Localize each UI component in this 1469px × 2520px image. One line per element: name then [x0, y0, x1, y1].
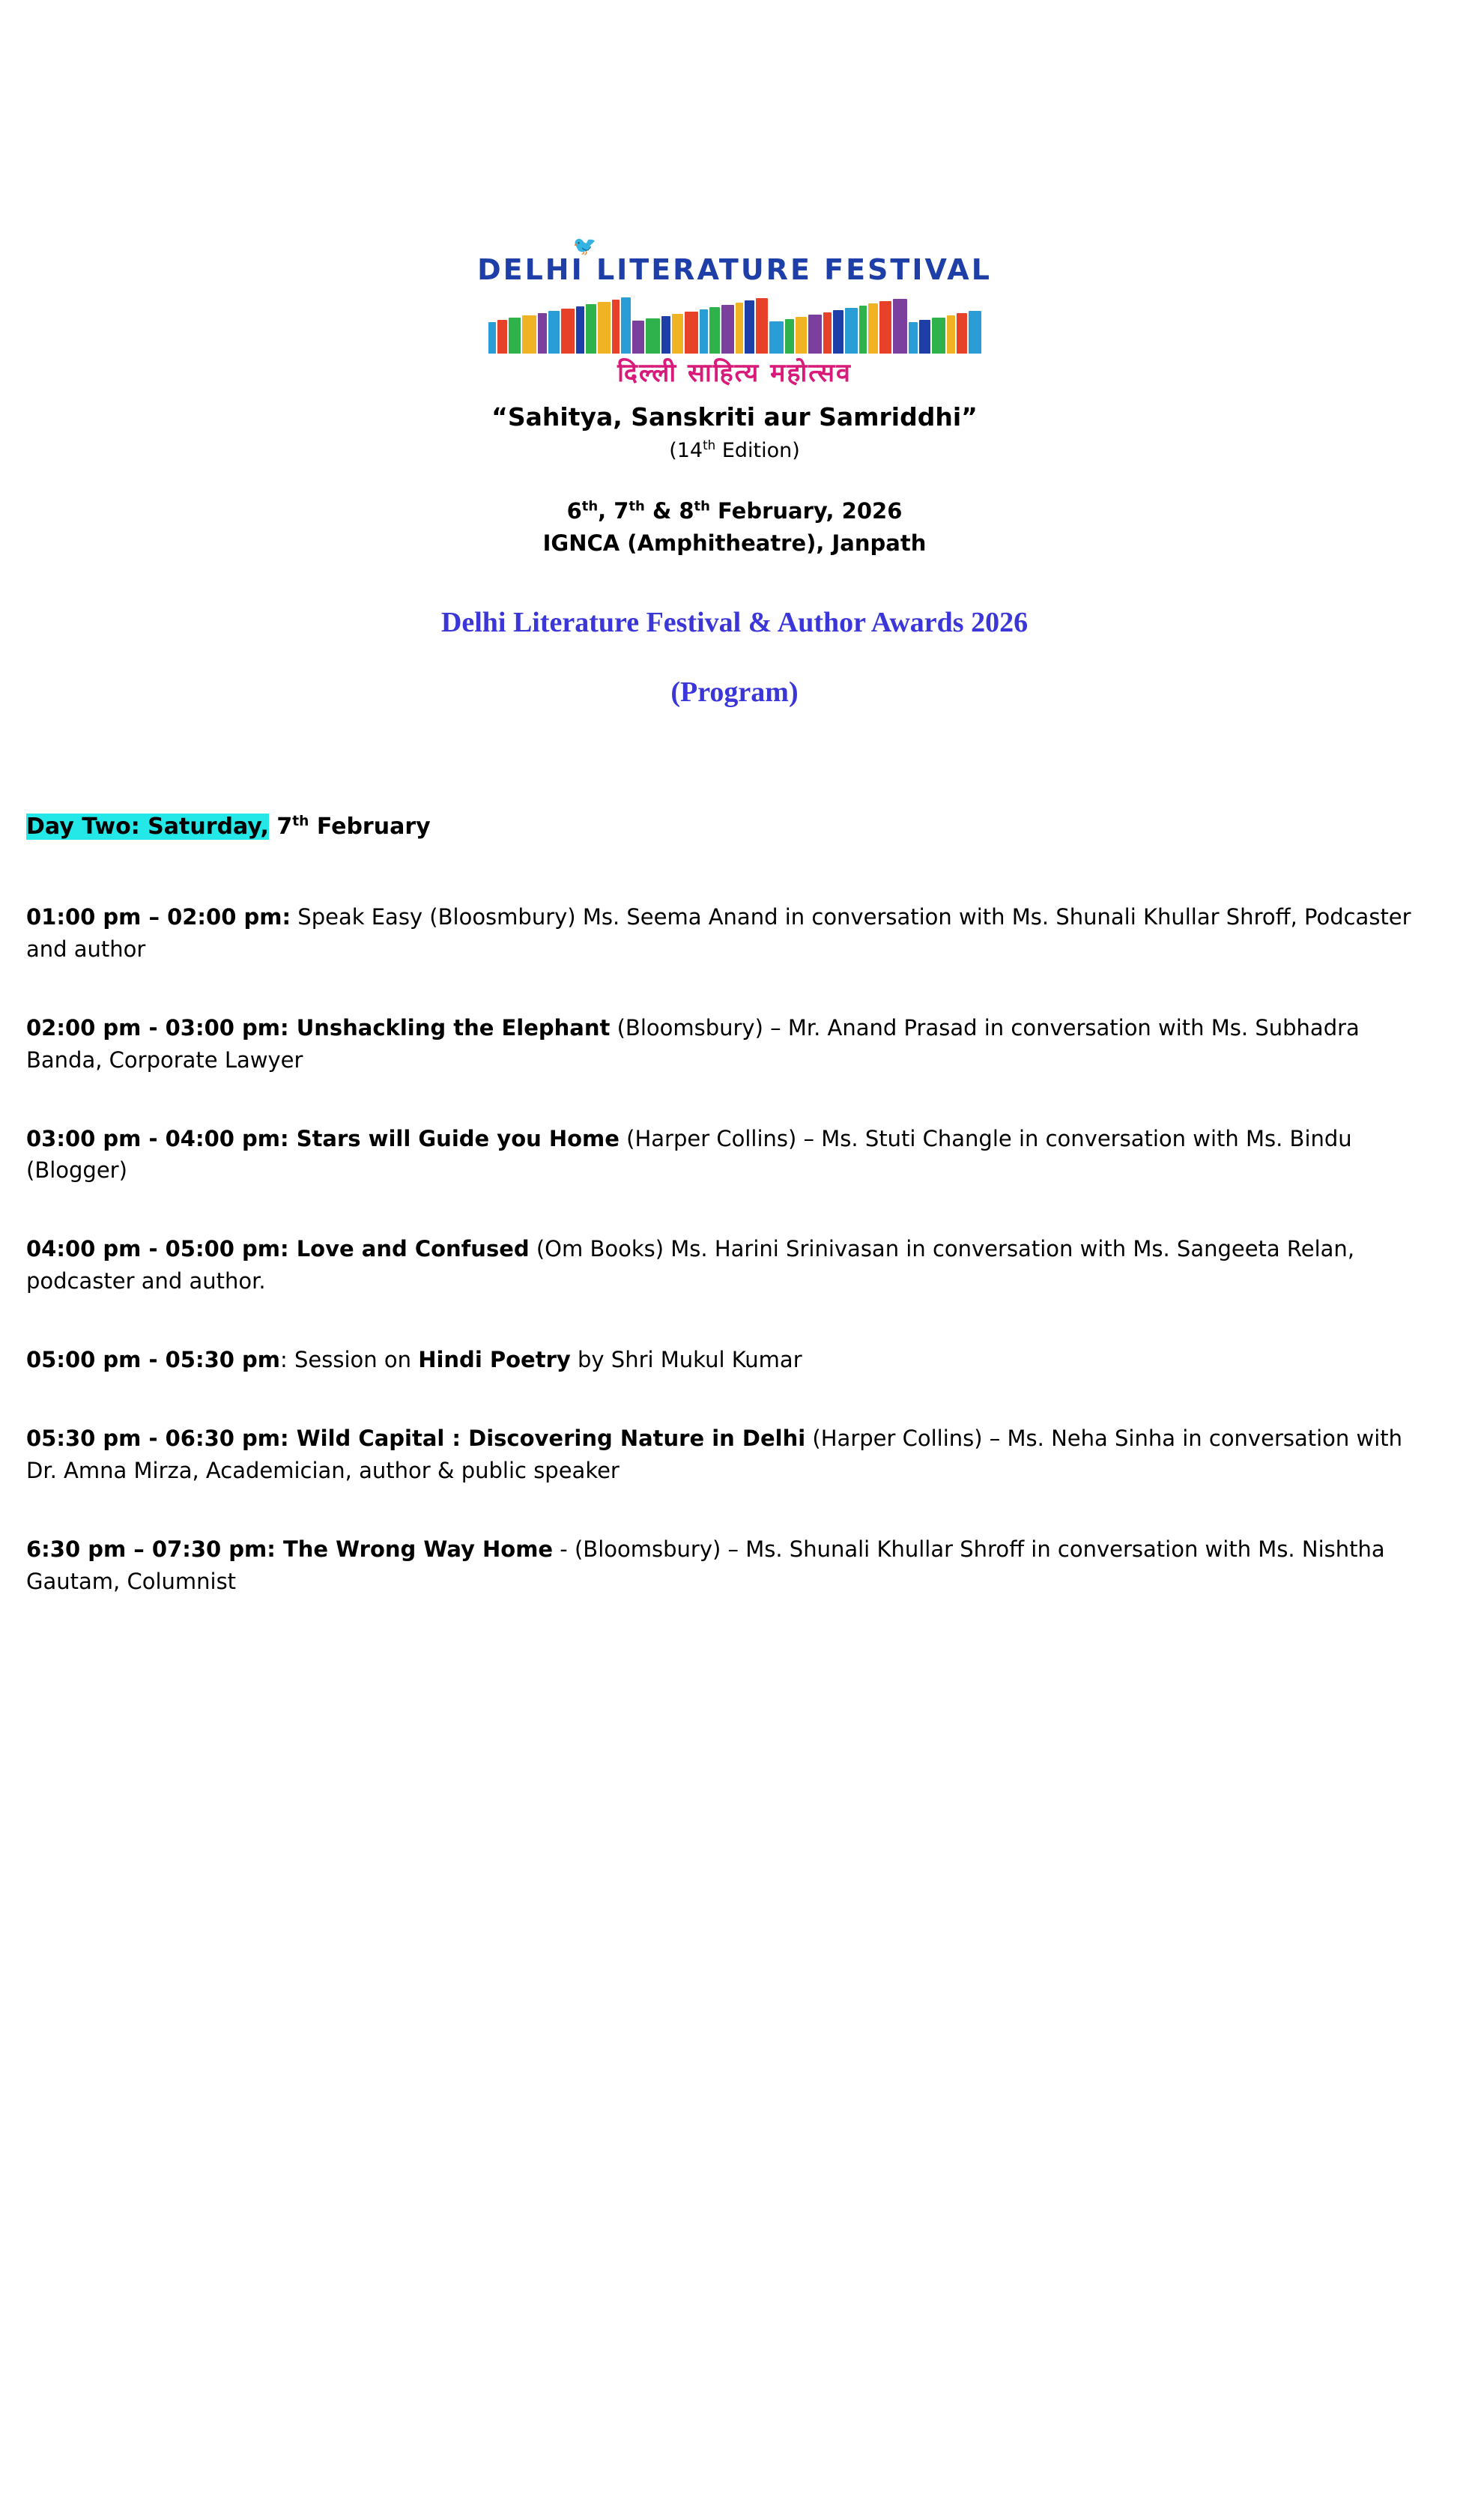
edition-suffix: Edition) — [715, 439, 800, 463]
session-item: 05:30 pm - 06:30 pm: Wild Capital : Discovering Nature in Delhi (Harper Collins) – Ms. Neha Sinha in conversation with Dr. Amna Mirza, Academician, author & public speaker — [26, 1426, 1403, 1483]
book-spine — [969, 311, 981, 354]
bird-icon: 🐦 — [571, 231, 602, 260]
festival-dates: 6th, 7th & 8th February, 2026 — [566, 497, 903, 524]
book-spine — [823, 312, 832, 354]
book-spine — [497, 320, 507, 354]
book-spine — [808, 315, 822, 354]
book-spine — [721, 305, 734, 354]
awards-title: Delhi Literature Festival & Author Awards 2026 — [440, 606, 1029, 638]
festival-venue: IGNCA (Amphitheatre), Janpath — [542, 530, 927, 557]
book-spine — [561, 309, 575, 354]
festival-edition — [26, 437, 1443, 465]
book-spine — [685, 312, 698, 354]
book-spine — [586, 304, 596, 354]
book-spine — [756, 298, 768, 354]
book-spine — [612, 300, 620, 354]
book-spine — [522, 315, 536, 354]
session-item: 6:30 pm – 07:30 pm: The Wrong Way Home - (Bloomsbury) – Ms. Shunali Khullar Shroff in conversation with Ms. Nishtha Gautam, Columnist — [26, 1536, 1385, 1594]
logo-hindi-subtitle: दिल्ली साहित्य महोत्सव — [617, 357, 852, 388]
book-spine — [736, 303, 743, 354]
festival-logo — [26, 231, 1443, 393]
day-label-highlight: Day Two: Saturday, — [26, 813, 269, 840]
book-spine — [745, 300, 754, 354]
program-title: (Program) — [670, 676, 799, 708]
book-spine — [709, 307, 720, 354]
book-spine — [769, 321, 784, 354]
book-spine — [621, 297, 631, 354]
book-spine — [879, 301, 891, 354]
book-spine — [661, 316, 670, 354]
session-item: 02:00 pm - 03:00 pm: Unshackling the Elephant (Bloomsbury) – Mr. Anand Prasad in conversation with Ms. Subhadra Banda, Corporate Lawyer — [26, 1014, 1360, 1073]
book-spine — [845, 308, 858, 354]
book-spine — [700, 309, 708, 354]
festival-tagline: “Sahitya, Sanskriti aur Samriddhi” — [491, 402, 978, 431]
book-spine — [947, 315, 955, 354]
logo-box — [435, 231, 1035, 393]
edition-ordinal: th — [703, 437, 716, 453]
book-spine — [538, 313, 547, 354]
book-spine — [893, 299, 907, 354]
logo-title: DELHI LITERATURE FESTIVAL 🐦 — [477, 231, 992, 286]
book-spine — [576, 306, 584, 354]
session-item: 04:00 pm - 05:00 pm: Love and Confused (Om Books) Ms. Harini Srinivasan in conversation with Ms. Sangeeta Relan, podcaster and author. — [26, 1236, 1355, 1294]
day-heading — [26, 811, 1443, 843]
book-spine — [868, 303, 878, 354]
book-spine — [785, 319, 794, 354]
book-spine — [488, 322, 496, 354]
book-spine — [672, 314, 683, 354]
book-spine — [833, 310, 843, 354]
day-date: 7th February — [268, 813, 431, 840]
book-spine — [919, 320, 930, 354]
books-illustration — [446, 294, 1023, 354]
book-spine — [598, 302, 611, 354]
book-spine — [859, 306, 867, 354]
book-spine — [548, 311, 560, 354]
book-spine — [932, 318, 945, 354]
edition-prefix: (14 — [669, 439, 703, 463]
session-item: 05:00 pm - 05:30 pm: Session on Hindi Poetry by Shri Mukul Kumar — [26, 1347, 802, 1373]
book-spine — [632, 321, 644, 354]
book-spine — [646, 318, 660, 354]
session-list — [26, 901, 1443, 1598]
book-spine — [909, 322, 918, 354]
book-spine — [509, 318, 521, 354]
book-spine — [796, 317, 807, 354]
book-spine — [957, 313, 967, 354]
session-item: 01:00 pm – 02:00 pm: Speak Easy (Bloosmbury) Ms. Seema Anand in conversation with Ms. Shunali Khullar Shroff, Podcaster and author — [26, 903, 1411, 962]
session-item: 03:00 pm - 04:00 pm: Stars will Guide you Home (Harper Collins) – Ms. Stuti Changle in conversation with Ms. Bindu (Blogger) — [26, 1125, 1352, 1184]
